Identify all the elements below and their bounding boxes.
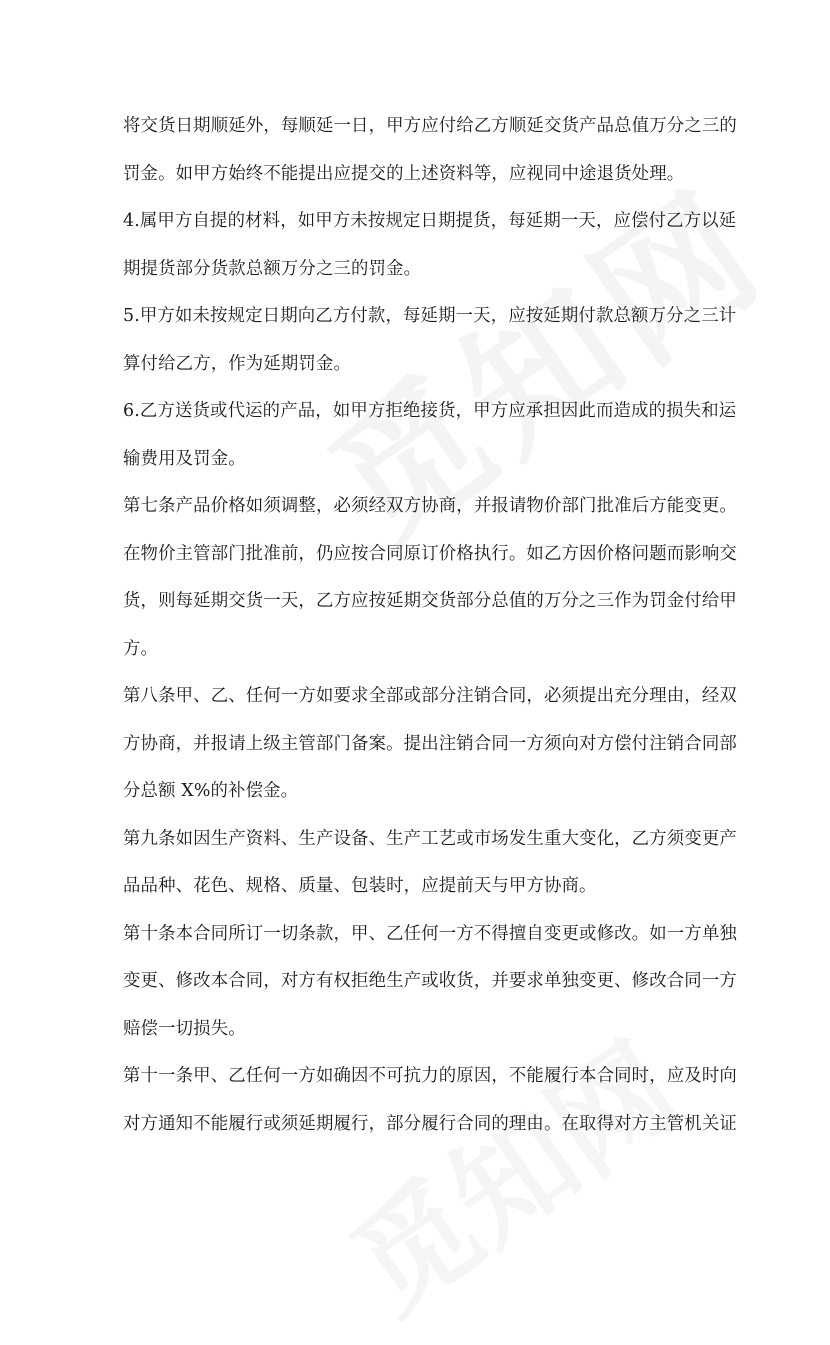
text-line: 第十一条甲、乙任何一方如确因不可抗力的原因，不能履行本合同时，应及时向 bbox=[123, 1066, 737, 1086]
text-line: 品品种、花色、规格、质量、包装时，应提前天与甲方协商。 bbox=[123, 876, 597, 896]
text-line: 方协商，并报请上级主管部门备案。提出注销合同一方须向对方偿付注销合同部 bbox=[123, 733, 737, 754]
text-line: 在物价主管部门批准前，仍应按合同原订价格执行。如乙方因价格问题而影响交 bbox=[123, 543, 737, 564]
text-line: 对方通知不能履行或须延期履行，部分履行合同的理由。在取得对方主管机关证 bbox=[123, 1113, 737, 1134]
document-body bbox=[123, 103, 737, 1148]
text-line: 期提货部分货款总额万分之三的罚金。 bbox=[123, 258, 422, 279]
text-line: 4.属甲方自提的材料，如甲方未按规定日期提货，每延期一天，应偿付乙方以延 bbox=[123, 211, 737, 231]
text-line: 变更、修改本合同，对方有权拒绝生产或收货，并要求单独变更、修改合同一方 bbox=[123, 971, 737, 991]
text-line: 5.甲方如未按规定日期向乙方付款，每延期一天，应按延期付款总额万分之三计 bbox=[123, 306, 737, 326]
text-line: 算付给乙方，作为延期罚金。 bbox=[123, 353, 352, 374]
text-line: 货，则每延期交货一天，乙方应按延期交货部分总值的万分之三作为罚金付给甲 bbox=[123, 591, 737, 611]
text-line: 第八条甲、乙、任何一方如要求全部或部分注销合同，必须提出充分理由，经双 bbox=[123, 686, 737, 706]
text-line: 第九条如因生产资料、生产设备、生产工艺或市场发生重大变化，乙方须变更产 bbox=[123, 828, 737, 849]
text-line: 6.乙方送货或代运的产品，如甲方拒绝接货，甲方应承担因此而造成的损失和运 bbox=[123, 401, 737, 421]
text-line: 输费用及罚金。 bbox=[123, 448, 246, 469]
text-line: 分总额 X%的补偿金。 bbox=[123, 781, 299, 801]
text-line: 罚金。如甲方始终不能提出应提交的上述资料等，应视同中途退货处理。 bbox=[123, 163, 685, 184]
text-line: 方。 bbox=[123, 638, 159, 659]
text-line: 将交货日期顺延外，每顺延一日，甲方应付给乙方顺延交货产品总值万分之三的 bbox=[123, 116, 737, 136]
text-line: 赔偿一切损失。 bbox=[123, 1018, 246, 1039]
text-line: 第七条产品价格如须调整，必须经双方协商，并报请物价部门批准后方能变更。 bbox=[123, 496, 737, 516]
text-line: 第十条本合同所订一切条款，甲、乙任何一方不得擅自变更或修改。如一方单独 bbox=[123, 923, 737, 944]
